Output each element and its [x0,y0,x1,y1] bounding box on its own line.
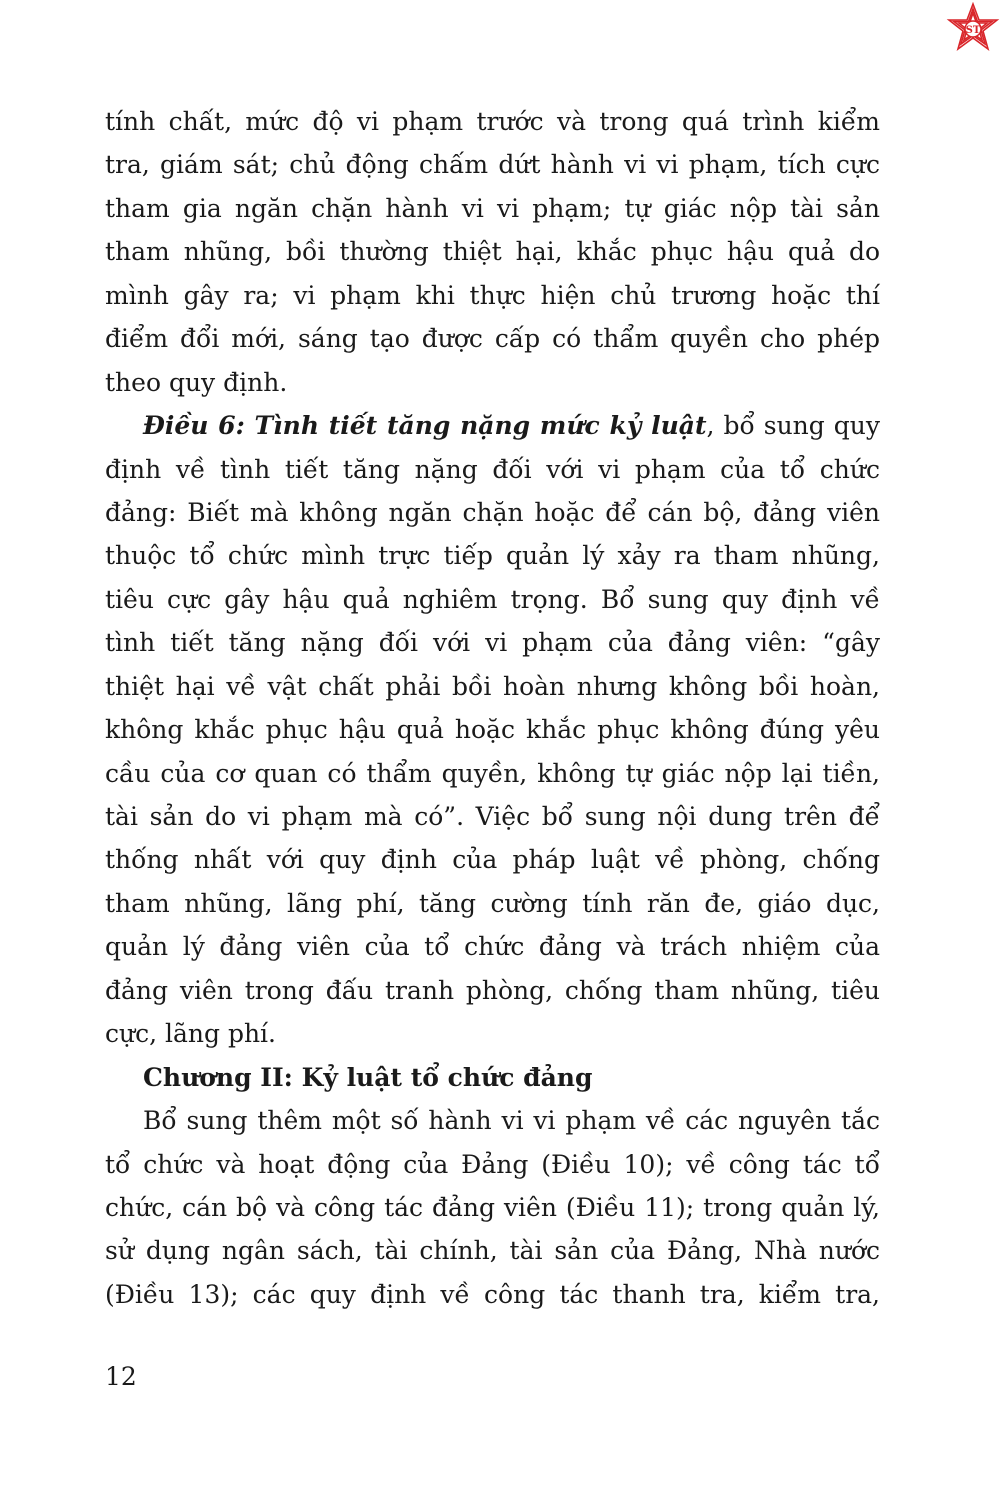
text-line: tham gia ngăn chặn hành vi vi phạm; tự giác nộp tài sản [105,193,880,223]
article-6-lead-line [105,404,880,447]
paragraph-3 [105,1099,880,1316]
text-line: không khắc phục hậu quả hoặc khắc phục không đúng yêu [105,715,880,745]
paragraph-2 [105,404,880,1056]
text-line: tham nhũng, lãng phí, tăng cường tính răn đe, giáo dục, [105,888,880,918]
text-line: sử dụng ngân sách, tài chính, tài sản của Đảng, Nhà nước [105,1236,880,1266]
text-line: thuộc tổ chức mình trực tiếp quản lý xảy ra tham nhũng, [105,541,880,571]
text-line: (Điều 13); các quy định về công tác thanh tra, kiểm tra, [105,1279,880,1309]
chapter-heading: Chương II: Kỷ luật tổ chức đảng [143,1062,593,1092]
paragraph-1 [105,100,880,404]
text-line: thiệt hại về vật chất phải bồi hoàn nhưng không bồi hoàn, [105,671,880,701]
article-6-title: Điều 6: Tình tiết tăng nặng mức kỷ luật [143,411,707,441]
text-line: tính chất, mức độ vi phạm trước và trong quá trình kiểm [105,107,880,136]
text-line: cực, lãng phí. [105,1019,276,1049]
text-line: tiêu cực gây hậu quả nghiêm trọng. Bổ sung quy định về [105,584,880,614]
text-line: điểm đổi mới, sáng tạo được cấp có thẩm quyền cho phép [105,324,880,354]
text-line: tham nhũng, bồi thường thiệt hại, khắc phục hậu quả do [105,237,880,267]
text-line: quản lý đảng viên của tổ chức đảng và trách nhiệm của [105,932,880,962]
text-line: đảng: Biết mà không ngăn chặn hoặc để cán bộ, đảng viên [105,497,880,527]
text-line: cầu của cơ quan có thẩm quyền, không tự giác nộp lại tiền, [105,758,880,788]
text-line: tài sản do vi phạm mà có”. Việc bổ sung nội dung trên để [105,802,880,831]
text-line: mình gây ra; vi phạm khi thực hiện chủ trương hoặc thí [105,280,880,310]
text-line: tra, giám sát; chủ động chấm dứt hành vi vi phạm, tích cực [105,150,880,180]
text-line: đảng viên trong đấu tranh phòng, chống tham nhũng, tiêu [105,975,880,1005]
text-line: thống nhất với quy định của pháp luật về phòng, chống [105,845,880,875]
text-line: chức, cán bộ và công tác đảng viên (Điều 11); trong quản lý, [105,1192,880,1222]
page-number: 12 [105,1362,137,1391]
text-line: tình tiết tăng nặng đối với vi phạm của đảng viên: “gây [105,628,880,658]
text-line: Bổ sung thêm một số hành vi vi phạm về các nguyên tắc [143,1106,880,1136]
text-line: tổ chức và hoạt động của Đảng (Điều 10); về công tác tổ [105,1149,880,1179]
svg-text:ST: ST [965,25,981,36]
text-run: , bổ sung quy [706,411,880,441]
text-line: theo quy định. [105,367,288,397]
text-line: định về tình tiết tăng nặng đối với vi phạm của tổ chức [105,454,880,484]
star-logo-icon [946,2,1000,52]
page-body [105,100,880,1316]
